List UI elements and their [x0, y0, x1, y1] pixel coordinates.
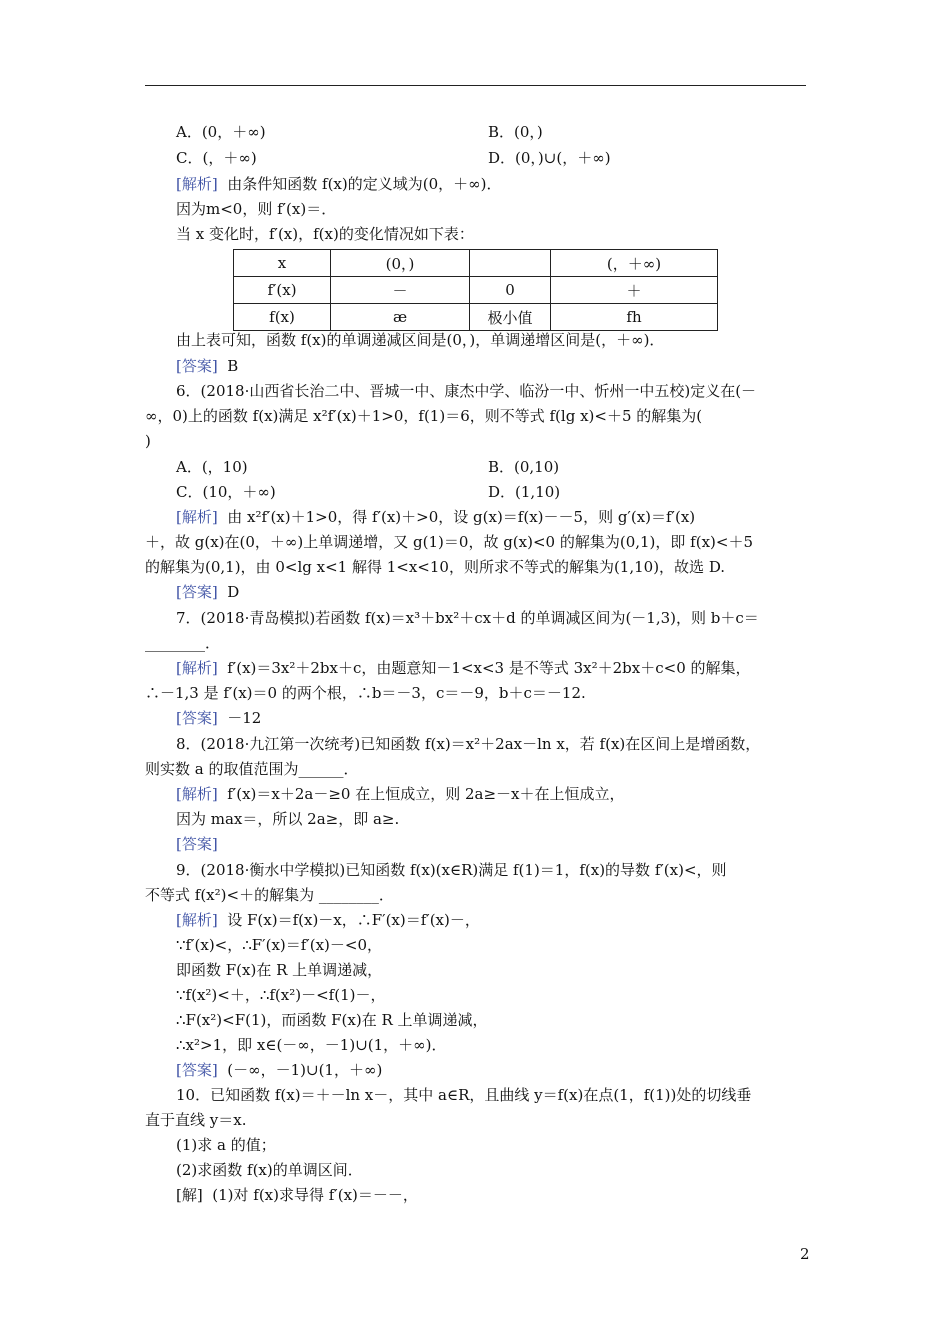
- q10-solution-text: (1)对 f(x)求导得 f′(x)＝－－，: [202, 1186, 418, 1204]
- q10-solution: [176, 1185, 418, 1205]
- q5-analysis-text: 由条件知函数 f(x)的定义域为(0，＋∞)．: [217, 175, 502, 193]
- table-cell: －: [331, 277, 470, 304]
- q5-option-b: B．(0，): [488, 123, 543, 141]
- table-cell: fh: [551, 304, 718, 331]
- q5-analysis: [176, 174, 501, 194]
- q6-stem-2: ∞，0)上的函数 f(x)满足 x²f′(x)＋1>0，f(1)＝6，则不等式 f(lg x)<＋5 的解集为(: [145, 407, 703, 425]
- q5-line-4: 由上表可知，函数 f(x)的单调递减区间是(0，)，单调递增区间是(，＋∞)．: [176, 331, 665, 349]
- table-row: [234, 277, 718, 304]
- q7-stem-1: 7．(2018·青岛模拟)若函数 f(x)＝x³＋bx²＋cx＋d 的单调减区间为(－1,3)，则 b＋c＝: [176, 609, 759, 627]
- analysis-tag: [解析]: [176, 659, 218, 677]
- q9-analysis: [176, 910, 480, 930]
- table-cell: f(x): [234, 304, 331, 331]
- q5-answer-text: B: [217, 357, 239, 375]
- table-cell: æ: [331, 304, 470, 331]
- q6-stem-1: 6．(2018·山西省长治二中、晋城一中、康杰中学、临汾一中、忻州一中五校)定义在(－: [176, 382, 757, 400]
- q9-stem-2: 不等式 f(x²)<＋的解集为 ________．: [145, 886, 394, 904]
- q6-answer-text: D: [217, 583, 240, 601]
- analysis-tag: [解析]: [176, 175, 218, 193]
- q5-answer: [176, 356, 238, 376]
- table-cell: f′(x): [234, 277, 331, 304]
- q7-stem-2: ________．: [145, 634, 221, 652]
- q10-part-2: (2)求函数 f(x)的单调区间．: [176, 1161, 363, 1179]
- q7-analysis-text: f′(x)＝3x²＋2bx＋c，由题意知－1<x<3 是不等式 3x²＋2bx＋c<0 的解集，: [217, 659, 751, 677]
- header-rule: [145, 85, 806, 86]
- q8-stem-1: 8．(2018·九江第一次统考)已知函数 f(x)＝x²＋2ax－ln x，若 f(x)在区间上是增函数，: [176, 735, 761, 753]
- table-cell: ＋: [551, 277, 718, 304]
- q8-analysis: [176, 784, 625, 804]
- q7-answer: [176, 708, 261, 728]
- q6-option-a: A．(，10): [176, 458, 248, 476]
- table-cell: (0，): [331, 250, 470, 277]
- q9-line-2: ∵f′(x)<，∴F′(x)＝f′(x)－<0，: [176, 936, 382, 954]
- q8-answer: [176, 834, 218, 854]
- q6-option-c: C．(10，＋∞): [176, 483, 276, 501]
- q9-line-4: ∵f(x²)<＋，∴f(x²)－<f(1)－，: [176, 986, 386, 1004]
- q5-option-d: D．(0，)∪(，＋∞): [488, 149, 611, 167]
- q9-stem-1: 9．(2018·衡水中学模拟)已知函数 f(x)(x∈R)满足 f(1)＝1，f(x)的导数 f′(x)<，则: [176, 861, 727, 879]
- q5-option-a: A．(0，＋∞): [176, 123, 266, 141]
- q8-stem-2: 则实数 a 的取值范围为______．: [145, 760, 359, 778]
- table-cell: x: [234, 250, 331, 277]
- q9-line-5: ∴F(x²)<F(1)，而函数 F(x)在 R 上单调递减，: [176, 1011, 488, 1029]
- q9-answer: [176, 1060, 382, 1080]
- q6-stem-3: ): [145, 432, 151, 450]
- q7-analysis: [176, 658, 751, 678]
- q8-analysis-text: f′(x)＝x＋2a－≥0 在上恒成立，则 2a≥－x＋在上恒成立，: [217, 785, 625, 803]
- q6-answer: [176, 582, 239, 602]
- table-cell: 极小值: [470, 304, 551, 331]
- analysis-tag: [解析]: [176, 508, 218, 526]
- table-row: [234, 304, 718, 331]
- q5-option-c: C．(，＋∞): [176, 149, 257, 167]
- analysis-tag: [解析]: [176, 785, 218, 803]
- q6-analysis: [176, 507, 695, 527]
- q8-line-2: 因为 max＝，所以 2a≥，即 a≥.: [176, 810, 400, 828]
- q10-part-1: (1)求 a 的值；: [176, 1136, 276, 1154]
- solution-tag: [解]: [176, 1186, 203, 1204]
- table-cell: 0: [470, 277, 551, 304]
- answer-tag: [答案]: [176, 357, 218, 375]
- answer-tag: [答案]: [176, 709, 218, 727]
- q5-line-2: 因为m<0，则 f′(x)＝．: [176, 200, 337, 218]
- q6-analysis-2: ＋，故 g(x)在(0，＋∞)上单调递增，又 g(1)＝0，故 g(x)<0 的解集为(0,1)，即 f(x)<＋5: [145, 533, 754, 551]
- q5-line-3: 当 x 变化时，f′(x)，f(x)的变化情况如下表：: [176, 225, 474, 243]
- q9-answer-text: (－∞，－1)∪(1，＋∞): [217, 1061, 383, 1079]
- table-cell: [470, 250, 551, 277]
- page-number: 2: [800, 1245, 810, 1263]
- q10-stem-1: 10．已知函数 f(x)＝＋－ln x－，其中 a∈R，且曲线 y＝f(x)在点(1，f(1))处的切线垂: [176, 1086, 752, 1104]
- q9-line-6: ∴x²>1，即 x∈(－∞，－1)∪(1，＋∞)．: [176, 1036, 447, 1054]
- q6-option-d: D．(1,10): [488, 483, 561, 501]
- q9-analysis-text: 设 F(x)＝f(x)－x，∴F′(x)＝f′(x)－，: [217, 911, 480, 929]
- q10-stem-2: 直于直线 y＝x.: [145, 1111, 247, 1129]
- variation-table: [233, 249, 718, 331]
- analysis-tag: [解析]: [176, 911, 218, 929]
- answer-tag: [答案]: [176, 583, 218, 601]
- q7-answer-text: －12: [217, 709, 262, 727]
- answer-tag: [答案]: [176, 835, 218, 853]
- table-cell: (，＋∞): [551, 250, 718, 277]
- answer-tag: [答案]: [176, 1061, 218, 1079]
- q6-analysis-3: 的解集为(0,1)，由 0<lg x<1 解得 1<x<10，则所求不等式的解集为(1,10)，故选 D.: [145, 558, 726, 576]
- q6-analysis-text: 由 x²f′(x)＋1>0，得 f′(x)＋>0，设 g(x)＝f(x)－－5，则 g′(x)＝f′(x): [217, 508, 696, 526]
- q6-option-b: B．(0,10): [488, 458, 560, 476]
- q7-analysis-2: ∴－1,3 是 f′(x)＝0 的两个根，∴b＝－3，c＝－9，b＋c＝－12.: [145, 684, 586, 702]
- table-row: [234, 250, 718, 277]
- q9-line-3: 即函数 F(x)在 R 上单调递减，: [176, 961, 383, 979]
